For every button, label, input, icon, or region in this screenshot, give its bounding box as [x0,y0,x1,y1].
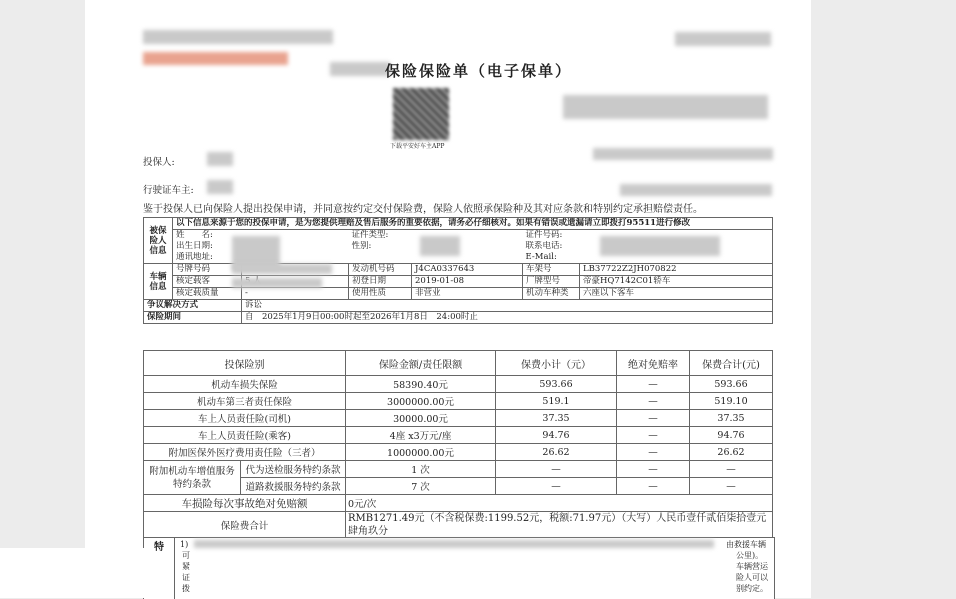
addon-name: 代为送检服务特约条款 [241,461,346,478]
field-id-no: 证件号码: [523,230,773,242]
redacted-plate [232,278,322,288]
special-line-char: 可 [182,551,190,560]
vehicle-section-label: 车辆信息 [144,264,173,300]
coverage-name: 附加医保外医疗费用责任险（三者） [144,444,346,461]
dispute-value: 诉讼 [242,300,773,312]
coverage-deductible: — [617,410,690,427]
coverage-amount: 3000000.00元 [346,393,496,410]
redacted-applicant [207,152,233,166]
deductible-row [144,495,773,512]
addon-premium: — [496,461,617,478]
coverage-deductible: — [617,376,690,393]
type-label: 机动车种类 [523,288,580,300]
coverage-name: 车上人员责任险(乘客) [144,427,346,444]
coverage-total: 37.35 [690,410,773,427]
model-label: 厂牌型号 [523,276,580,288]
coverage-premium: 37.35 [496,410,617,427]
coverage-total: 593.66 [690,376,773,393]
redacted-special-terms [194,540,714,548]
coverage-name: 机动车损失保险 [144,376,346,393]
mass-label: 核定载质量 [173,288,242,300]
field-phone: 联系电话: [523,241,773,252]
coverage-deductible: — [617,393,690,410]
insured-section-label: 被保险人信息 [144,218,173,264]
model-value: 帝豪HQ7142C01轿车 [580,276,773,288]
owner-label: 行驶证车主: [143,185,194,196]
type-value: 六座以下客车 [580,288,773,300]
redacted-id-no [600,236,720,256]
period-label: 保险期间 [144,312,242,324]
coverage-amount: 30000.00元 [346,410,496,427]
addon-name: 道路救援服务特约条款 [241,478,346,495]
notice-text: 以下信息来源于您的投保申请，是为您提供理赔及售后服务的重要依据，请务必仔细核对。如果有错误或遗漏请立即拨打95511进行修改 [173,218,773,230]
field-gender: 性别: [351,241,372,251]
coverage-amount: 1000000.00元 [346,444,496,461]
addon-amount: 1 次 [346,461,496,478]
coverage-deductible: — [617,444,690,461]
table-row [144,461,773,478]
coverage-amount: 58390.40元 [346,376,496,393]
table-row [144,376,773,393]
special-line-end: 由救援车辆 [726,540,766,549]
coverage-name: 机动车第三者责任保险 [144,393,346,410]
period-value: 自 2025年1月9日00:00时起至2026年1月8日 24:00时止 [242,312,773,324]
redacted-title-prefix [330,62,390,76]
special-label: 特 [154,542,164,553]
table-row [144,393,773,410]
redacted-issuer [143,30,333,44]
field-email: E-Mail: [523,252,773,264]
coverage-premium: 26.62 [496,444,617,461]
special-line-char: 证 [182,573,190,582]
addon-deductible: — [617,461,690,478]
redacted-policy-no [675,32,771,46]
vin-value: LB37722Z2JH070822 [580,264,773,276]
addon-deductible: — [617,478,690,495]
engine-value: J4CA0337643 [412,264,523,276]
field-dob: 出生日期: [173,241,349,252]
engine-label: 发动机号码 [349,264,412,276]
vin-label: 车架号 [523,264,580,276]
seats-label: 核定载客 [173,276,242,288]
redacted-stamp [143,52,288,65]
coverage-amount: 4座 x3万元/座 [346,427,496,444]
reg-label: 初登日期 [349,276,412,288]
field-address: 通讯地址: [173,252,523,264]
redacted-right-info-2 [620,184,772,196]
applicant-label: 投保人: [143,157,175,168]
special-terms-box [143,537,775,599]
mass-value: - [242,288,349,300]
coverage-header-amount: 保险金额/责任限额 [346,351,496,376]
redacted-address [232,264,332,274]
addon-amount: 7 次 [346,478,496,495]
redacted-id-type [420,236,460,256]
coverage-header-premium: 保费小计（元） [496,351,617,376]
addon-total: — [690,461,773,478]
deductible-row-label: 车损险每次事故绝对免赔额 [144,495,346,512]
dispute-label: 争议解决方式 [144,300,242,312]
field-name: 姓 名: [173,230,349,242]
special-line-char: 1) [180,540,189,549]
coverage-table [143,350,773,539]
plate-label: 号牌号码 [173,264,242,276]
table-row [144,427,773,444]
special-line-char: 拨 [182,584,190,593]
special-line-char: 紧 [182,562,190,571]
coverage-total: 26.62 [690,444,773,461]
use-value: 非营业 [412,288,523,300]
coverage-total: 94.76 [690,427,773,444]
coverage-header-name: 投保险别 [144,351,346,376]
special-line-end: 公里)。 [736,551,764,560]
special-line-end: 别约定。 [736,584,768,593]
premium-total-value: RMB1271.49元（不含税保费:1199.52元，税额:71.97元）（大写）人民币壹仟贰佰柒拾壹元肆角玖分 [346,512,773,539]
use-label: 使用性质 [349,288,412,300]
coverage-header-total: 保费合计(元) [690,351,773,376]
table-row [144,444,773,461]
field-id-type: 证件类型: [349,230,523,242]
coverage-premium: 519.1 [496,393,617,410]
overlay-left [0,548,145,598]
qr-code-icon[interactable] [393,88,449,140]
addon-total: — [690,478,773,495]
reg-value: 2019-01-08 [412,276,523,288]
premium-total-row [144,512,773,539]
table-row [144,410,773,427]
coverage-premium: 593.66 [496,376,617,393]
addon-label: 附加机动车增值服务特约条款 [144,461,241,495]
coverage-deductible: — [617,427,690,444]
policy-title: 保险保险单（电子保单） [385,62,573,80]
special-line-end: 车辆营运 [736,562,768,571]
addon-premium: — [496,478,617,495]
premium-total-label: 保险费合计 [144,512,346,539]
coverage-total: 519.10 [690,393,773,410]
redacted-owner [207,180,233,194]
coverage-premium: 94.76 [496,427,617,444]
qr-caption: 下载平安好车主APP [390,143,445,150]
preamble: 鉴于投保人已向保险人提出投保申请，并同意按约定交付保险费，保险人依照承保险种及其对应条款和特别约定承担赔偿责任。 [143,204,703,215]
coverage-name: 车上人员责任险(司机) [144,410,346,427]
redacted-right-info [593,148,773,160]
deductible-row-value: 0元/次 [346,495,773,512]
special-line-end: 险人可以 [736,573,768,582]
redacted-insurer [563,95,768,119]
coverage-header-deductible: 绝对免赔率 [617,351,690,376]
